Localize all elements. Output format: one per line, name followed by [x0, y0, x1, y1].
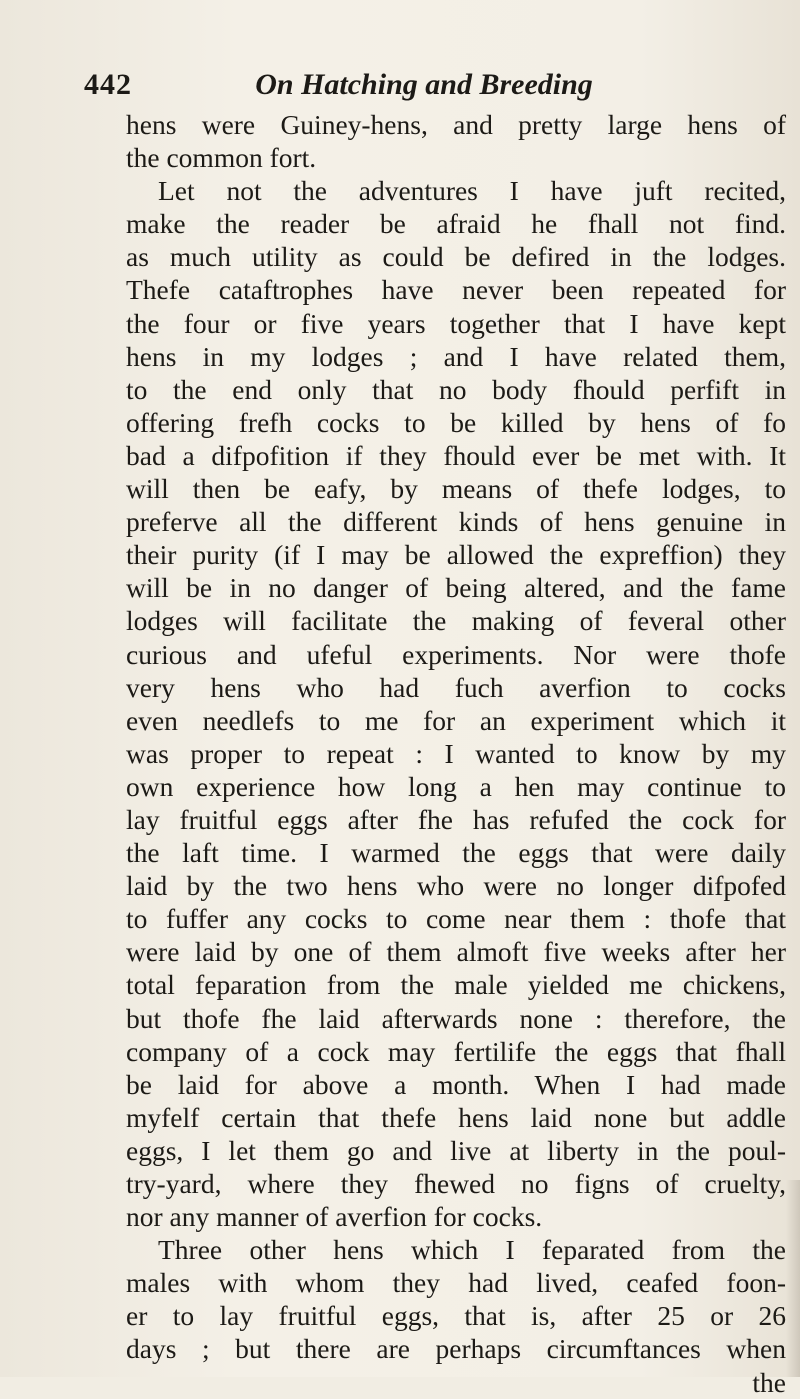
- text-line: try-yard, where they fhewed no figns of cruelty,: [126, 1168, 786, 1199]
- text-line: lay fruitful eggs after fhe has refufed the cock for: [126, 803, 786, 835]
- text-line: bad a difpofition if they fhould ever be met with. It: [126, 439, 786, 471]
- text-line: myfelf certain that thefe hens laid none but addle: [126, 1101, 786, 1133]
- text-line: nor any manner of averfion for cocks.: [126, 1201, 543, 1233]
- text-line: Three other hens which I feparated from the: [158, 1234, 786, 1266]
- text-line: to fuffer any cocks to come near them : thofe that: [126, 903, 786, 935]
- text-line: make the reader be afraid he fhall not find.: [126, 208, 786, 240]
- text-line: offering frefh cocks to be killed by hens of fo: [126, 406, 786, 438]
- text-line: be laid for above a month. When I had made: [126, 1068, 786, 1100]
- catchword: the: [752, 1366, 786, 1398]
- page-edge-shadow: [786, 1180, 800, 1377]
- text-line: very hens who had fuch averfion to cocks: [126, 671, 786, 703]
- text-line: the four or five years together that I have kept: [126, 307, 786, 339]
- text-line: Thefe cataftrophes have never been repeated for: [126, 274, 786, 306]
- text-line: the laft time. I warmed the eggs that were daily: [126, 837, 786, 869]
- text-line: curious and ufeful experiments. Nor were thofe: [126, 638, 786, 670]
- text-line: eggs, I let them go and live at liberty in the poul-: [126, 1134, 786, 1166]
- running-head: [84, 68, 764, 108]
- text-line: laid by the two hens who were no longer difpofed: [126, 870, 786, 902]
- text-line: Let not the adventures I have juft recited,: [158, 175, 786, 207]
- text-line: will be in no danger of being altered, and the fame: [126, 572, 786, 604]
- text-line: hens were Guiney-hens, and pretty large hens of: [126, 109, 786, 140]
- text-line: males with whom they had lived, ceafed foon-: [126, 1267, 786, 1299]
- text-line: as much utility as could be defired in the lodges.: [126, 241, 786, 273]
- text-line: but thofe fhe laid afterwards none : therefore, the: [126, 1002, 786, 1034]
- text-line: to the end only that no body fhould perfift in: [126, 373, 786, 405]
- text-line: er to lay fruitful eggs, that is, after 25 or 26: [126, 1300, 786, 1332]
- text-line: hens in my lodges ; and I have related them,: [126, 340, 786, 372]
- text-line: preferve all the different kinds of hens genuine in: [126, 506, 786, 538]
- text-line: the common fort.: [126, 142, 317, 174]
- text-line: company of a cock may fertilife the eggs that fhall: [126, 1035, 786, 1067]
- text-line: days ; but there are perhaps circumftances when: [126, 1333, 786, 1365]
- text-line: own experience how long a hen may continue to: [126, 770, 786, 802]
- text-line: their purity (if I may be allowed the expreffion) they: [126, 539, 786, 571]
- text-line: lodges will facilitate the making of feveral other: [126, 605, 786, 637]
- text-line: total feparation from the male yielded me chickens,: [126, 969, 786, 1001]
- running-title: On Hatching and Breeding: [255, 68, 593, 101]
- text-line: was proper to repeat : I wanted to know by my: [126, 737, 786, 769]
- page-number: 442: [84, 68, 132, 101]
- text-line: even needlefs to me for an experiment which it: [126, 704, 786, 736]
- body-text: [126, 108, 786, 1399]
- text-line: were laid by one of them almoft five weeks after her: [126, 936, 786, 968]
- text-line: will then be eafy, by means of thefe lodges, to: [126, 473, 786, 505]
